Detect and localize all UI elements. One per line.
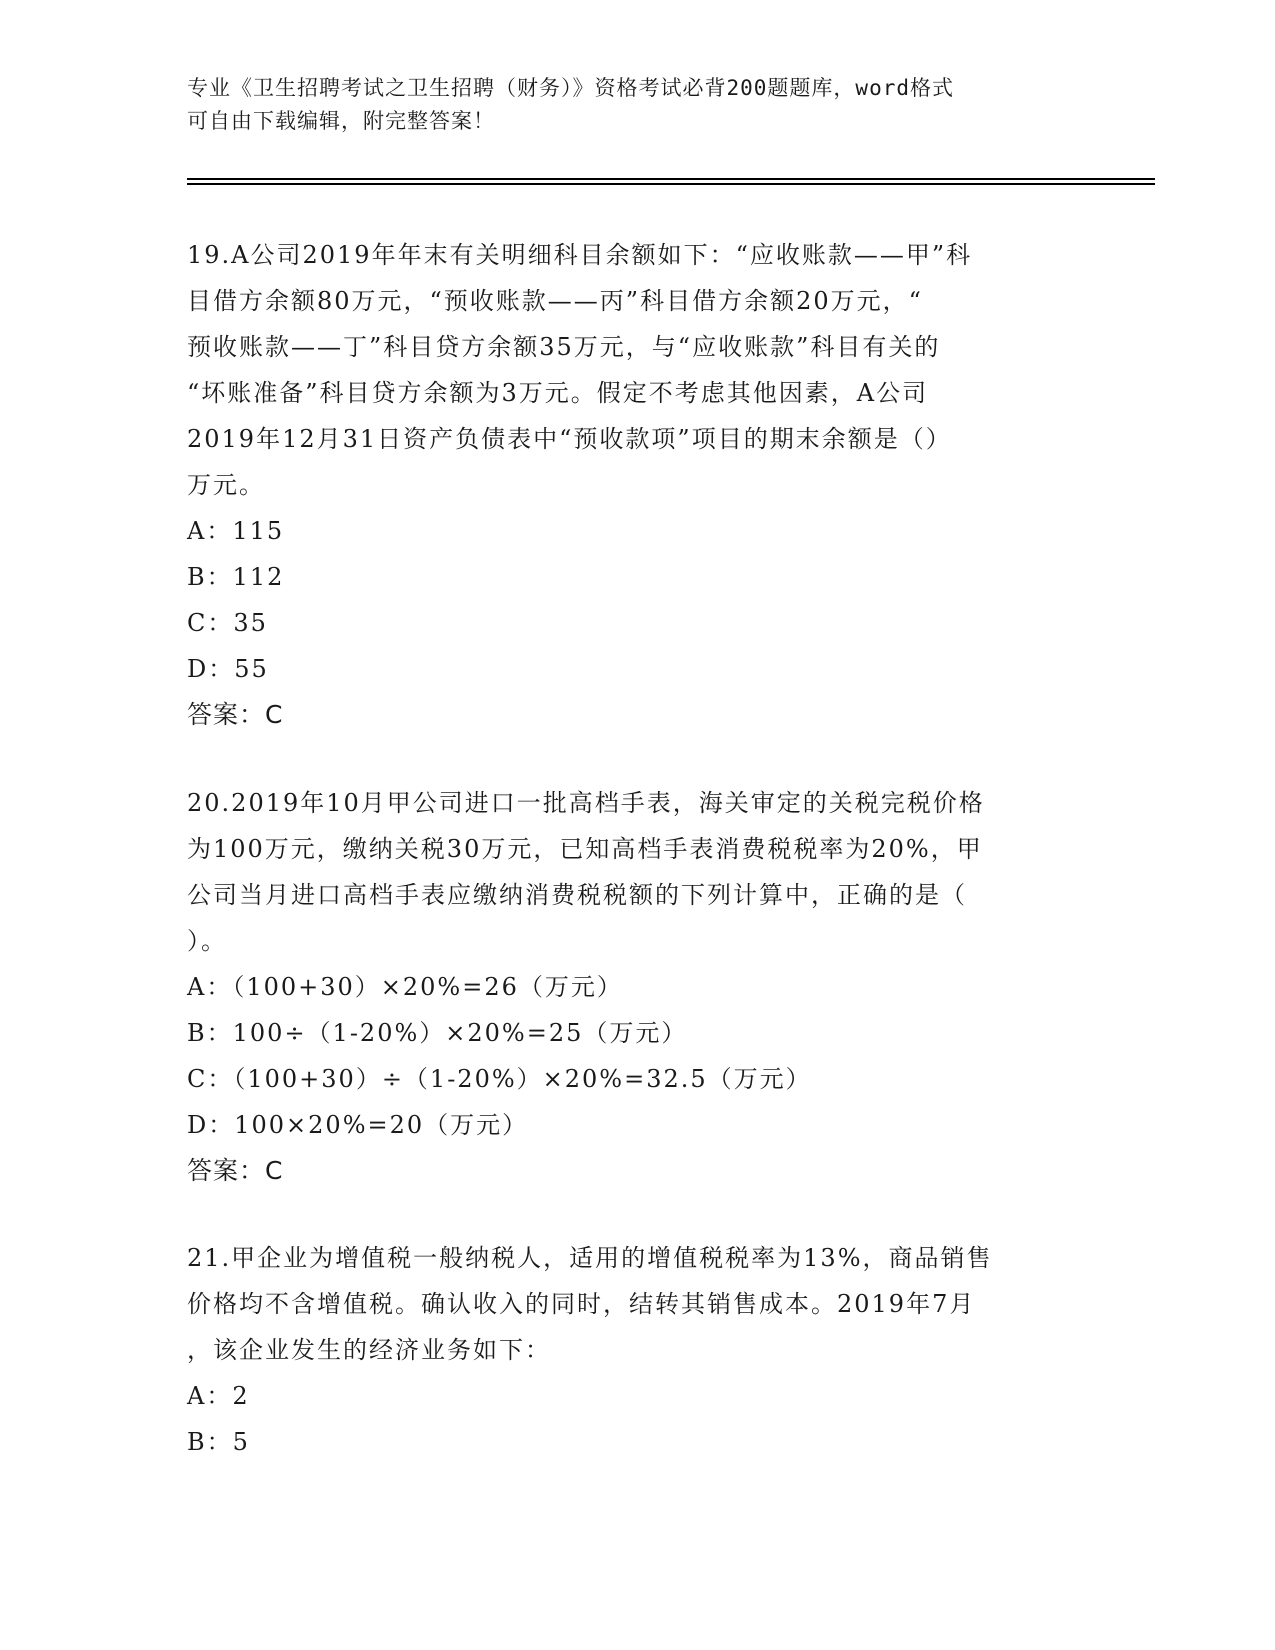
- option-a: A：2: [187, 1382, 250, 1410]
- question-text-line: “坏账准备”科目贷方余额为3万元。假定不考虑其他因素，A公司: [187, 379, 929, 407]
- option-c: C：（100+30）÷（1-20%）×20%=32.5（万元）: [187, 1065, 812, 1093]
- question-text-line: 为100万元，缴纳关税30万元，已知高档手表消费税税率为20%，甲: [187, 835, 983, 863]
- question-21: [187, 1235, 1087, 1465]
- header-line-1: 专业《卫生招聘考试之卫生招聘（财务）》资格考试必背200题题库，word格式: [187, 76, 954, 100]
- header-divider-top: [187, 178, 1155, 180]
- question-text-line: 2019年12月31日资产负债表中“预收款项”项目的期末余额是（）: [187, 425, 952, 453]
- option-d: D：55: [187, 655, 269, 683]
- question-text-line: 万元。: [187, 471, 265, 499]
- question-text-line: 21.甲企业为增值税一般纳税人，适用的增值税税率为13%，商品销售: [187, 1244, 993, 1272]
- option-a: A：115: [187, 517, 285, 545]
- question-text-line: 目借方余额80万元，“预收账款——丙”科目借方余额20万元，“: [187, 287, 923, 315]
- option-b: B：5: [187, 1428, 250, 1456]
- answer-label: 答案：C: [187, 1156, 284, 1185]
- header-divider-bottom: [187, 183, 1155, 185]
- question-text-line: 价格均不含增值税。确认收入的同时，结转其销售成本。2019年7月: [187, 1290, 976, 1318]
- option-a: A：（100+30）×20%=26（万元）: [187, 973, 623, 1001]
- question-20: [187, 780, 1087, 1194]
- question-text-line: 19.A公司2019年年末有关明细科目余额如下：“应收账款——甲”科: [187, 241, 973, 269]
- option-d: D：100×20%=20（万元）: [187, 1111, 529, 1139]
- question-text-line: 20.2019年10月甲公司进口一批高档手表，海关审定的关税完税价格: [187, 789, 985, 817]
- option-b: B：100÷（1-20%）×20%=25（万元）: [187, 1019, 688, 1047]
- header-line-2: 可自由下载编辑，附完整答案！: [187, 109, 495, 133]
- answer-label: 答案：C: [187, 700, 284, 729]
- option-c: C：35: [187, 609, 268, 637]
- question-text-line: ）。: [187, 927, 227, 955]
- question-text-line: 公司当月进口高档手表应缴纳消费税税额的下列计算中，正确的是（: [187, 881, 967, 909]
- question-19: [187, 232, 1087, 738]
- question-text-line: ，该企业发生的经济业务如下：: [187, 1336, 551, 1364]
- question-text-line: 预收账款——丁”科目贷方余额35万元，与“应收账款”科目有关的: [187, 333, 941, 361]
- option-b: B：112: [187, 563, 285, 591]
- document-header: [187, 72, 1087, 138]
